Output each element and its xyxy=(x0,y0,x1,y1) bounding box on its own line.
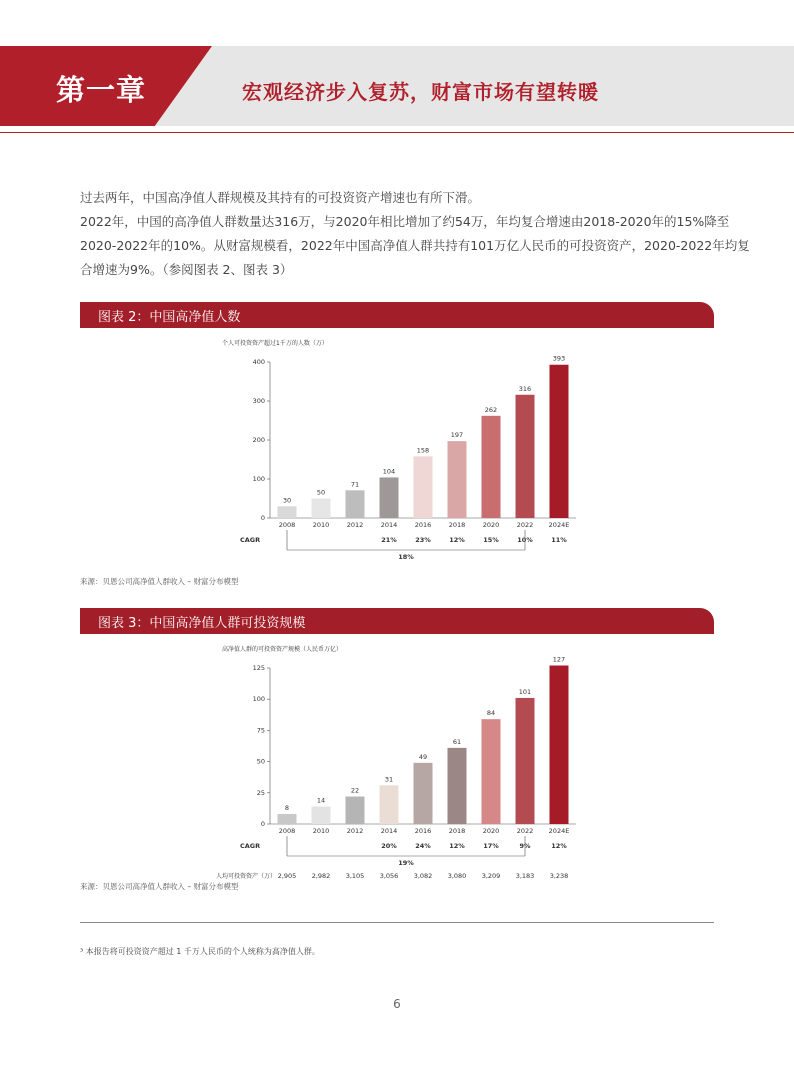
x-tick-label: 2018 xyxy=(448,521,466,529)
cagr-overall-value: 18% xyxy=(398,553,414,561)
cagr-value: 15% xyxy=(483,536,499,544)
per-capita-value: 3,105 xyxy=(345,872,365,880)
bar xyxy=(448,441,467,518)
y-axis-title: 个人可投资资产超过1千万的人数（万） xyxy=(222,340,328,347)
per-capita-value: 3,056 xyxy=(379,872,399,880)
bar-value-label: 262 xyxy=(484,405,498,414)
x-tick-label: 2016 xyxy=(414,521,432,529)
cagr-overall-value: 19% xyxy=(398,859,414,867)
bar-value-label: 101 xyxy=(518,687,532,696)
bar xyxy=(380,477,399,518)
figure-2-source: 来源：贝恩公司高净值人群收入 – 财富分布模型 xyxy=(80,577,239,586)
intro-paragraph xyxy=(80,186,750,282)
bar-value-label: 104 xyxy=(382,467,396,476)
figure-2-banner xyxy=(80,302,714,328)
bar xyxy=(414,456,433,518)
bar xyxy=(550,365,569,518)
bar xyxy=(414,763,433,824)
cagr-value: 11% xyxy=(551,536,567,544)
x-tick-label: 2024E xyxy=(548,521,570,529)
footnote-divider xyxy=(80,922,714,923)
bar xyxy=(550,666,569,824)
bar-value-label: 30 xyxy=(282,496,292,505)
bar xyxy=(312,807,331,824)
x-tick-label: 2010 xyxy=(312,827,330,835)
y-tick-label: 100 xyxy=(252,695,265,704)
cagr-value: 12% xyxy=(449,842,465,850)
cagr-value: 12% xyxy=(551,842,567,850)
x-tick-label: 2022 xyxy=(516,827,534,835)
x-tick-label: 2008 xyxy=(278,521,296,529)
y-tick-label: 0 xyxy=(260,514,265,522)
bar xyxy=(482,719,501,824)
bar-value-label: 84 xyxy=(486,709,496,718)
y-tick-label: 100 xyxy=(252,475,265,483)
bar xyxy=(516,698,535,824)
footnote: ³ 本报告将可投资资产超过 1 千万人民币的个人统称为高净值人群。 xyxy=(80,947,320,956)
bar-value-label: 158 xyxy=(416,446,430,455)
y-tick-label: 400 xyxy=(252,358,265,366)
figure-3-banner xyxy=(80,608,714,634)
bar-value-label: 127 xyxy=(552,655,566,664)
x-tick-label: 2010 xyxy=(312,521,330,529)
hnwi-count-chart xyxy=(200,332,600,568)
x-tick-label: 2016 xyxy=(414,827,432,835)
bar-value-label: 22 xyxy=(350,786,360,795)
per-capita-value: 3,238 xyxy=(549,872,569,880)
x-tick-label: 2024E xyxy=(548,827,570,835)
per-capita-value: 3,080 xyxy=(447,872,467,880)
chapter-title: 宏观经济步入复苏，财富市场有望转暖 xyxy=(242,80,599,104)
x-tick-label: 2008 xyxy=(278,827,296,835)
cagr-row-label: CAGR xyxy=(240,536,261,544)
figure-2-title: 图表 2：中国高净值人数 xyxy=(98,310,241,325)
bar-value-label: 197 xyxy=(450,431,464,440)
cagr-value: 21% xyxy=(381,536,397,544)
x-tick-label: 2012 xyxy=(346,521,364,529)
intro-line: 过去两年，中国高净值人群规模及其持有的可投资资产增速也有所下滑。 xyxy=(80,190,481,205)
bar xyxy=(448,748,467,824)
per-capita-value: 3,209 xyxy=(481,872,501,880)
x-tick-label: 2012 xyxy=(346,827,364,835)
hnwi-assets-chart xyxy=(200,638,600,880)
x-tick-label: 2018 xyxy=(448,827,466,835)
bar xyxy=(278,506,297,518)
intro-line: 合增速为9%。（参阅图表 2、图表 3） xyxy=(80,262,293,277)
intro-line: 2022年，中国的高净值人群数量达316万，与2020年相比增加了约54万，年均复合增速由2018-2020年的15%降至 xyxy=(80,214,730,229)
bar xyxy=(312,499,331,519)
x-tick-label: 2020 xyxy=(482,827,500,835)
y-tick-label: 200 xyxy=(252,436,265,444)
bar xyxy=(346,797,365,824)
y-tick-label: 125 xyxy=(252,664,265,672)
bar xyxy=(482,416,501,518)
bar-value-label: 50 xyxy=(316,488,326,497)
x-tick-label: 2014 xyxy=(380,827,398,835)
bar-value-label: 316 xyxy=(518,384,532,393)
hnwi-count-chart-svg xyxy=(200,332,600,568)
bar xyxy=(516,395,535,518)
cagr-value: 9% xyxy=(519,842,531,850)
hnwi-assets-chart-svg xyxy=(200,638,600,880)
y-tick-label: 300 xyxy=(252,397,265,405)
bar-value-label: 31 xyxy=(384,775,394,784)
y-tick-label: 0 xyxy=(260,820,265,828)
chapter-number: 第一章 xyxy=(56,73,147,107)
y-axis-title: 高净值人群的可投资资产规模（人民币万亿） xyxy=(222,646,343,653)
figure-3-title: 图表 3：中国高净值人群可投资规模 xyxy=(98,616,306,631)
bar xyxy=(380,785,399,824)
per-capita-value: 3,183 xyxy=(515,872,535,880)
bar-value-label: 71 xyxy=(350,480,360,489)
x-tick-label: 2022 xyxy=(516,521,534,529)
bar xyxy=(346,490,365,518)
cagr-value: 10% xyxy=(517,536,533,544)
page-number: 6 xyxy=(393,997,401,1011)
bar xyxy=(278,814,297,824)
bar-value-label: 61 xyxy=(452,737,462,746)
header-rule xyxy=(0,132,794,133)
y-tick-label: 75 xyxy=(256,726,265,735)
x-tick-label: 2014 xyxy=(380,521,398,529)
cagr-value: 23% xyxy=(415,536,431,544)
intro-line: 2020-2022年的10%。从财富规模看，2022年中国高净值人群共持有101万亿人民币的可投资资产，2020-2022年均复 xyxy=(80,238,750,253)
cagr-value: 20% xyxy=(381,842,397,850)
cagr-value: 17% xyxy=(483,842,499,850)
per-capita-value: 2,982 xyxy=(311,872,331,880)
cagr-row-label: CAGR xyxy=(240,842,261,850)
per-capita-row-label: 人均可投资资产（万） xyxy=(216,873,277,880)
x-tick-label: 2020 xyxy=(482,521,500,529)
y-tick-label: 25 xyxy=(256,788,265,797)
bar-value-label: 8 xyxy=(284,804,290,813)
y-tick-label: 50 xyxy=(256,757,265,766)
cagr-value: 12% xyxy=(449,536,465,544)
per-capita-value: 3,082 xyxy=(413,872,433,880)
cagr-value: 24% xyxy=(415,842,431,850)
bar-value-label: 49 xyxy=(418,752,428,761)
per-capita-value: 2,905 xyxy=(277,872,297,880)
figure-3-source: 来源：贝恩公司高净值人群收入 – 财富分布模型 xyxy=(80,882,239,891)
bar-value-label: 14 xyxy=(316,796,326,805)
chapter-header xyxy=(0,46,794,130)
bar-value-label: 393 xyxy=(552,354,566,363)
